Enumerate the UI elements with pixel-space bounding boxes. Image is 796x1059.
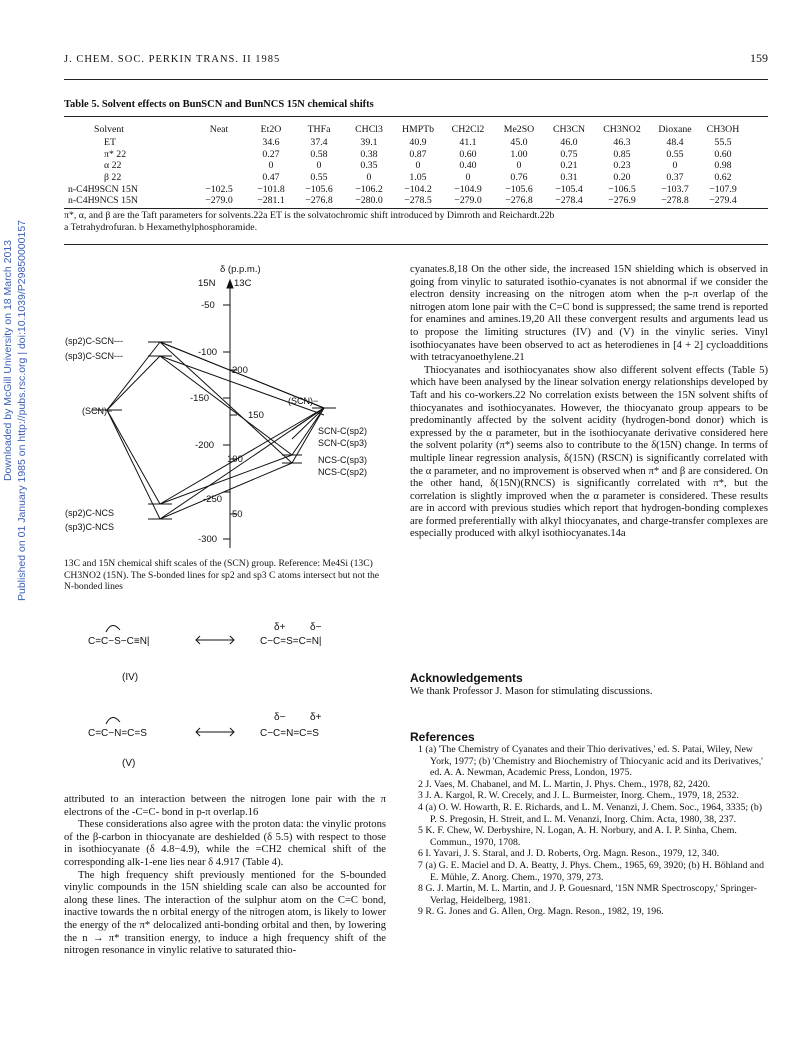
table-cell: 0.58 (310, 148, 328, 160)
table-cell: 0 (672, 160, 678, 172)
table-column-header: Neat (209, 123, 229, 135)
table-cell: −106.2 (355, 183, 383, 195)
c-tick-label-100: 100 (227, 454, 243, 465)
table-cell: 0.87 (409, 148, 427, 160)
label-sp2-ncs: (sp2)C-NCS (65, 508, 115, 518)
table-cell: 0.35 (360, 160, 378, 172)
table-cell: −276.9 (608, 195, 636, 207)
table-cell: −278.4 (555, 195, 583, 207)
table-column-header: Dioxane (658, 123, 692, 135)
line-sp3-ncs-to-ncs (160, 463, 292, 519)
line-sp3-scn-to-ncs (160, 356, 292, 455)
ack-heading: Acknowledgements (410, 671, 523, 685)
publication-notice[interactable]: Published on 01 January 1985 on http://pubs.rsc.org | doi:10.1039/P29850000157 (16, 220, 28, 602)
table-cell: 0.75 (560, 148, 578, 160)
label-ncs-csp2: NCS-C(sp2) (318, 467, 368, 477)
table-row (64, 183, 746, 195)
label-scn-minus-left: (SCN)− (82, 406, 113, 416)
reference-item: 4 (a) O. W. Howarth, R. E. Richards, and L. M. Venanzi, J. Chem. Soc., 1964, 3335; (b) P. S. Pregosin, H. Streit, and L. M. Venanzi, Inorg. Chim. Acta, 1980, 38, 237. (418, 801, 763, 825)
table-cell: −280.0 (355, 195, 383, 207)
figure-caption: 13C and 15N chemical shift scales of the (SCN) group. Reference: Me4Si (13C) CH3NO2 (15N). The S-bonded lines for sp2 and sp3 C atoms intersect but not the N-bonded lines (64, 558, 380, 592)
structure-v-left: C=C−N=C=S (88, 728, 147, 739)
table-cell: 46.0 (560, 137, 578, 149)
table-cell: −279.4 (709, 195, 737, 207)
table-cell: 0.47 (262, 172, 280, 184)
c-tick-label-200: 200 (232, 365, 248, 376)
axis-arrow (227, 280, 233, 288)
table-cell: −103.7 (661, 183, 689, 195)
table-cell: n-C4H9NCS 15N (68, 195, 138, 207)
table-row (64, 172, 746, 184)
table-cell (190, 137, 248, 149)
label-sp3-ncs: (sp3)C-NCS (65, 522, 115, 532)
table-cell: −105.6 (305, 183, 333, 195)
table-cell: −279.0 (454, 195, 482, 207)
table-cell: −105.4 (555, 183, 583, 195)
table-cell: 55.5 (714, 137, 732, 149)
table-cell: ET (104, 137, 116, 149)
reference-item: 6 I. Yavari, J. S. Staral, and J. D. Roberts, Org. Magn. Reson., 1979, 12, 340. (418, 848, 720, 860)
table-cell: −106.5 (608, 183, 636, 195)
v-delta-minus: δ− (274, 712, 286, 723)
v-delta-plus: δ+ (310, 712, 322, 723)
table-cell: 1.00 (510, 148, 528, 160)
c-axis-label: 13C (234, 278, 252, 289)
table-footnote-2: a Tetrahydrofuran. b Hexamethylphosphoramide. (64, 222, 258, 233)
n-tick-label-250: -250 (203, 494, 223, 505)
table-column-header: CH3CN (552, 123, 586, 135)
left-column-text: attributed to an interaction between the nitrogen lone pair with the π electrons of the -C=C- bond in p-π overlap.16 These considerations also agree with the proton data: the vinylic protons of the β-carbon in thiocyanate are deshielded (δ 5.5) with respect to those in isothiocyanate (δ 4.8−4.9), while the =CH2 chemical shift of the corresponding alk-1-ene lies near δ 4.917 (Table 4). The high frequency shift previously mentioned for the S-bounded vinylic compounds in the 15N shielding scale can also be accounted for along these lines. The interaction of the sulphur atom on the C=C bond, inactive towards the n orbital energy of the nitrogen atom, is likely to lower the energy of the π* delocalized anti-bonding orbital and then, by lowering the n → π* transition energy, to induce a high frequency shift of the nitrogen resonance in vinylic relative to saturated thio- (64, 794, 386, 957)
table-cell: 0 (415, 160, 421, 172)
table-cell: 0.37 (666, 172, 684, 184)
table-cell: 0.23 (613, 160, 631, 172)
table-cell: α 22 (104, 160, 122, 172)
table-cell: 0.62 (714, 172, 732, 184)
table-cell: −104.2 (404, 183, 432, 195)
label-sp2-scn: (sp2)C-SCN--- (65, 336, 123, 346)
table-cell (190, 149, 248, 161)
table-cell: 0.40 (459, 160, 477, 172)
table-cell: 1.05 (409, 172, 427, 184)
table-cell: 0.31 (560, 172, 578, 184)
table-row (64, 137, 746, 149)
iv-delta-plus: δ+ (274, 622, 286, 633)
table-cell: 45.0 (510, 137, 528, 149)
table-caption: Table 5. Solvent effects on BunSCN and BunNCS 15N chemical shifts (64, 99, 374, 110)
table-cell (190, 160, 248, 172)
table-bottom-rule (64, 208, 768, 209)
table-cell: −279.0 (205, 195, 233, 207)
table-cell: 0.60 (459, 148, 477, 160)
structure-v-label: (V) (122, 758, 136, 768)
reference-item: 2 J. Vaes, M. Chabanel, and M. L. Martin, J. Phys. Chem., 1978, 82, 2420. (418, 778, 711, 790)
reference-item: 8 G. J. Martin, M. L. Martin, and J. P. Gouesnard, '15N NMR Spectroscopy,' Springer-Verlag, Heidelberg, 1981. (418, 883, 758, 906)
table-column-header: Me2SO (503, 123, 535, 135)
table-cell (190, 172, 248, 184)
table-cell: 0 (316, 160, 322, 172)
line-sp3-scn-to-scn (107, 356, 160, 410)
c-tick-label-150: 150 (248, 410, 264, 421)
table-column-header: CH3NO2 (603, 123, 641, 135)
table-cell: 0 (366, 172, 372, 184)
table-cell: 0.76 (510, 172, 528, 184)
n-tick-label-100: -100 (198, 347, 218, 358)
table-row (64, 160, 746, 172)
table-cell: −104.9 (454, 183, 482, 195)
download-notice: Downloaded by McGill University on 18 March 2013 (2, 240, 14, 482)
ack-text: We thank Professor J. Mason for stimulating discussions. (410, 686, 653, 697)
table-cell: −281.1 (257, 195, 285, 207)
page-number: 159 (750, 51, 768, 65)
table-cell: 0 (268, 160, 274, 172)
references-heading: References (410, 730, 475, 744)
right-column-text: cyanates.8,18 On the other side, the increased 15N shielding which is observed in going from vinylic to saturated isothio-cyanates is not abnormal if we consider the electron density increasing on the nitrogen atom when the p-π overlap of the nitrogen atom lone pair with the C=C bond is suppressed; the same trend is reported for enamines and amines.19,20 All these convergent results and arguments lead us to propose the limiting structures (IV) and (V) in the vinylic series. Vinyl isothiocyanates have been observed to act as heterodienes in [4 + 2] cycloadditions with tetracyanoethylene.21 Thiocyanates and isothiocyanates show also different solvent effects (Table 5) which have been analysed by the linear solvation energy relationships developed by Taft and his co-workers.22 No correlation exists between the 15N solvent shifts of thiocyanates and isothiocyanates. However, the thiocyanato group appears to be predominantly affected by the solvent acidity (hydrogen-bond donor) which is expressed by the α parameter, but in the isothiocyanate derivative considered here the solvent polarity (π*) seems also to contribute to the δ(15N) change. In terms of multiple linear regression analysis, δ(15N) (RSCN) is significantly correlated with the α parameter, and no improvement is observed when π* and β are considered. On the other hand, δ(15N)(RNCS) is significantly correlated with π*, but the correlation is slightly improved when the α parameter is considered. These results are in accord with previous studies which report that hydrogen-bonding complexes are formed preferentially with alkyl thiocyanates, and charge-transfer complexes are especially produced with alkyl isothiocyanates.14a (410, 264, 768, 540)
table-top-rule (64, 116, 768, 117)
table-cell: 37.4 (310, 137, 328, 149)
table-column-header: Solvent (94, 123, 124, 135)
table-cell: β 22 (104, 172, 122, 184)
reference-item: 5 K. F. Chew, W. Derbyshire, N. Logan, A. H. Norbury, and A. I. P. Sinha, Chem. Commun., 1970, 1708. (418, 825, 737, 848)
line-scn-to-sp2-ncs (107, 410, 160, 504)
table-cell: 0.98 (714, 160, 732, 172)
table-cell: 46.3 (613, 137, 631, 149)
axis-title: δ (p.p.m.) (220, 264, 261, 275)
reference-item: 1 (a) 'The Chemistry of Cyanates and their Thio derivatives,' ed. S. Patai, Wiley, New York, 1977; (b) 'Chemistry and Biochemistry of Thiocyanic acid and its Derivatives,' ed. A. A. Newman, Academic Press, London, 1975. (418, 744, 763, 779)
table-cell: 0 (465, 172, 471, 184)
table-column-header: THFa (307, 123, 331, 135)
table-cell: 41.1 (459, 137, 477, 149)
running-header: J. CHEM. SOC. PERKIN TRANS. II 1985 (64, 54, 281, 65)
solvent-effects-table (64, 121, 746, 207)
structure-iv-left: C=C−S−C≡N| (88, 636, 150, 647)
label-scn-minus-right: (SCN)− (288, 396, 319, 406)
n-tick-label-200: -200 (195, 440, 215, 451)
c-tick-label-50: 50 (232, 509, 243, 520)
structure-v-right: C−C=N=C=S (260, 728, 319, 739)
table-cell: −105.6 (505, 183, 533, 195)
table-cell: −101.8 (257, 183, 285, 195)
table-cell: −276.8 (505, 195, 533, 207)
references-list (410, 744, 768, 918)
table-column-header: HMPTb (401, 123, 435, 135)
label-ncs-csp3: NCS-C(sp3) (318, 455, 368, 465)
table-column-header: CHCl3 (355, 123, 383, 135)
table-cell: 34.6 (262, 137, 280, 149)
structure-iv-label: (IV) (122, 672, 139, 683)
table-cell: 0.55 (666, 148, 684, 160)
table-column-header: CH2Cl2 (451, 123, 485, 135)
iv-delta-minus: δ− (310, 622, 322, 633)
n-tick-label-50: -50 (201, 300, 215, 311)
table-row (64, 149, 746, 161)
table-cell: −278.8 (661, 195, 689, 207)
table-cell: 48.4 (666, 137, 684, 149)
structures-figure (84, 618, 384, 768)
label-scn-csp3: SCN-C(sp3) (318, 438, 368, 448)
structure-iv-right: C−C=S=C=N| (260, 636, 322, 647)
table-row (64, 195, 746, 207)
label-scn-csp2: SCN-C(sp2) (318, 426, 368, 436)
table-footnote-1: π*, α, and β are the Taft parameters for solvents.22a ET is the solvatochromic shift introduced by Dimroth and Reichardt.22b (64, 210, 555, 221)
curved-arrow-iv (106, 625, 120, 632)
header-rule (64, 79, 768, 80)
table-column-header: Et2O (260, 123, 282, 135)
table-cell: 0.21 (560, 160, 578, 172)
table-cell: 0.38 (360, 148, 378, 160)
table-cell: −278.5 (404, 195, 432, 207)
n-axis-label: 15N (198, 278, 216, 289)
table-cell: 0.27 (262, 148, 280, 160)
curved-arrow-v (106, 717, 120, 724)
label-sp3-scn: (sp3)C-SCN--- (65, 351, 123, 361)
chemical-shift-figure (62, 258, 382, 558)
reference-item: 9 R. G. Jones and G. Allen, Org. Magn. Reson., 1982, 19, 196. (418, 906, 664, 918)
side-margin (2, 220, 28, 660)
table-cell: −102.5 (205, 183, 233, 195)
table-cell: 39.1 (360, 137, 378, 149)
line-scn-to-sp3-ncs (107, 410, 160, 519)
reference-item: 7 (a) G. E. Maciel and D. A. Beatty, J. Phys. Chem., 1965, 69, 3920; (b) H. Böhland and E. Mühle, Z. Anorg. Chem., 1970, 379, 273. (418, 859, 765, 883)
table-cell: n-C4H9SCN 15N (68, 183, 138, 195)
table-cell: 0.20 (613, 172, 631, 184)
table-column-header: CH3OH (706, 123, 740, 135)
line-sp2-ncs-to-ncs (160, 455, 292, 504)
section-rule (64, 244, 768, 245)
table-cell: 0.60 (714, 148, 732, 160)
table-cell: 0.85 (613, 148, 631, 160)
table-cell: −107.9 (709, 183, 737, 195)
reference-item: 3 J. A. Kargol, R. W. Crecely, and J. L. Burmeister, Inorg. Chem., 1979, 18, 2532. (418, 790, 739, 802)
table-cell: π* 22 (104, 148, 127, 160)
n-tick-label-300: -300 (198, 534, 218, 545)
table-cell: 40.9 (409, 137, 427, 149)
table-cell: −276.8 (305, 195, 333, 207)
table-cell: 0 (516, 160, 522, 172)
table-cell: 0.55 (310, 172, 328, 184)
n-tick-label-150: -150 (190, 393, 210, 404)
